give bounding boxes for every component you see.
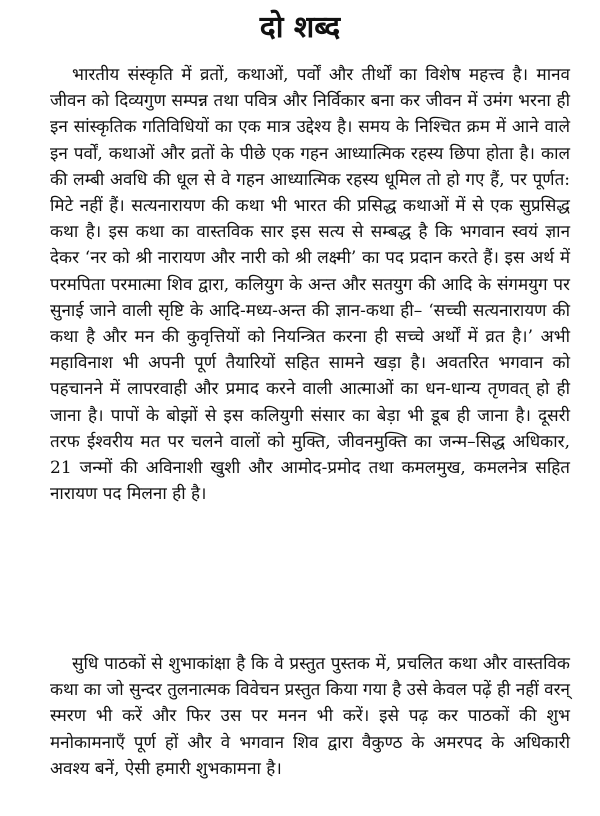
body-paragraph-1: भारतीय संस्कृति में व्रतों, कथाओं, पर्वों और तीर्थों का विशेष महत्त्व है। मानव जीवन को दिव्यगुण सम्पन्न तथा पवित्र और निर्विकार बना कर जीवन में उमंग भरना ही इन सांस्कृतिक गतिविधियों का एक मात्र उद्देश्य है। समय के निश्चित क्रम में आने वाले इन पर्वों, कथाओं और व्रतों के पीछे एक गहन आध्यात्मिक रहस्य छिपा होता है। काल की लम्बी अवधि की धूल से वे गहन आध्यात्मिक रहस्य धूमिल तो हो गए हैं, पर पूर्णत: मिटे नहीं हैं। सत्यनारायण की कथा भी भारत की प्रसिद्ध कथाओं में से एक सुप्रसिद्ध कथा है। इस कथा का वास्तविक सार इस सत्य से सम्बद्ध है कि भगवान स्वयं ज्ञान देकर ‘नर को श्री नारायण और नारी को श्री लक्ष्मी’ का पद प्रदान करते हैं। इस अर्थ में परमपिता परमात्मा शिव द्वारा, कलियुग के अन्त और सतयुग की आदि के संगमयुग पर सुनाई जाने वाली सृष्टि के आदि-मध्य-अन्त की ज्ञान-कथा ही– ‘सच्ची सत्यनारायण की कथा है और मन की कुवृत्तियों को नियन्त्रित करना ही सच्चे अर्थों में व्रत है।’ अभी महाविनाश भी अपनी पूर्ण तैयारियों सहित सामने खड़ा है। अवतरित भगवान को पहचानने में लापरवाही और प्रमाद करने वाली आत्माओं का धन-धान्य तृणवत् हो ही जाना है। पापों के बोझों से इस कलियुगी संसार का बेड़ा भी डूब ही जाना है। दूसरी तरफ ईश्वरीय मत पर चलने वालों को मुक्ति, जीवनमुक्ति का जन्म–सिद्ध अधिकार, 21 जन्मों की अविनाशी खुशी और आमोद-प्रमोद तथा कमलमुख, कमलनेत्र सहित नारायण पद मिलना ही है। xyxy=(50,65,570,505)
page-title: दो शब्द xyxy=(259,10,341,45)
body-paragraph-2: सुधि पाठकों से शुभाकांक्षा है कि वे प्रस्तुत पुस्तक में, प्रचलित कथा और वास्तविक कथा का जो सुन्दर तुलनात्मक विवेचन प्रस्तुत किया गया है उसे केवल पढ़ें ही नहीं वरन् स्मरण भी करें और फिर उस पर मनन भी करें। इसे पढ़ कर पाठकों की शुभ मनोकामनाएँ पूर्ण हों और वे भगवान शिव द्वारा वैकुण्ठ के अमरपद के अधिकारी अवश्य बनें, ऐसी हमारी शुभकामना है। xyxy=(50,654,570,779)
